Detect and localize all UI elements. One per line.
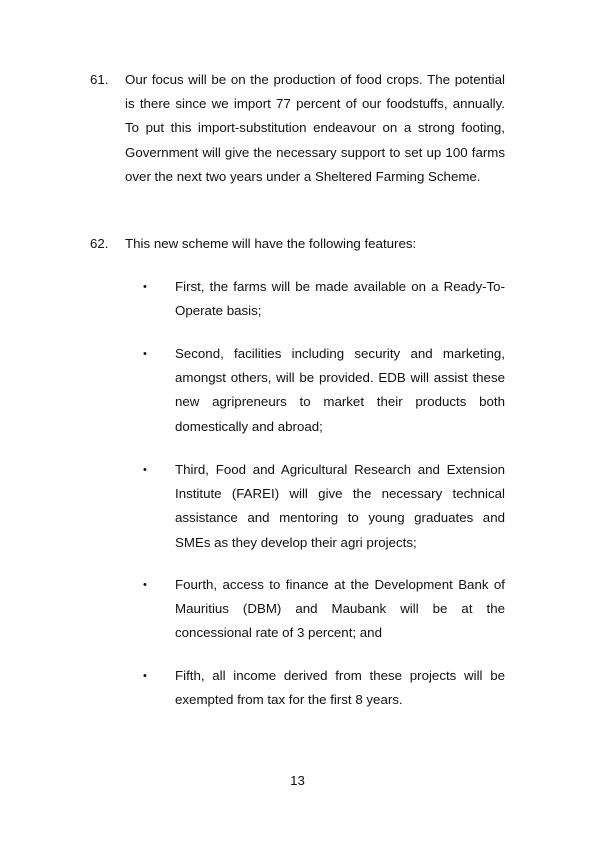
list-item-text: Fifth, all income derived from these projects will be exempted from tax for the first 8 years. (175, 668, 505, 708)
bullet-icon: • (143, 464, 147, 476)
list-item-text: Third, Food and Agricultural Research and Extension Institute (FAREI) will give the necessary technical assistance and mentoring to young graduates and SMEs as they develop their agri projects; (175, 462, 505, 550)
page-number: 13 (290, 773, 305, 788)
bullet-icon: • (143, 579, 147, 591)
paragraph-text: This new scheme will have the following features: (125, 236, 417, 251)
paragraph-number: 61. (90, 72, 109, 87)
paragraph-number: 62. (90, 236, 109, 251)
bullet-icon: • (143, 348, 147, 360)
paragraph-text: Our focus will be on the production of food crops. The potential is there since we import 77 percent of our foodstuffs, annually. To put this import-substitution endeavour on a strong footing, Government will give the necessary support to set up 100 farms over the next two years under a Sheltered Farming Scheme. (125, 72, 505, 184)
list-item-text: Second, facilities including security and marketing, amongst others, will be provided. EDB will assist these new agripreneurs to market their products both domestically and abroad; (175, 346, 505, 434)
bullet-icon: • (143, 281, 147, 293)
list-item-text: First, the farms will be made available on a Ready-To-Operate basis; (175, 279, 505, 319)
bullet-icon: • (143, 670, 147, 682)
list-item-text: Fourth, access to finance at the Development Bank of Mauritius (DBM) and Maubank will be at the concessional rate of 3 percent; and (175, 577, 505, 641)
